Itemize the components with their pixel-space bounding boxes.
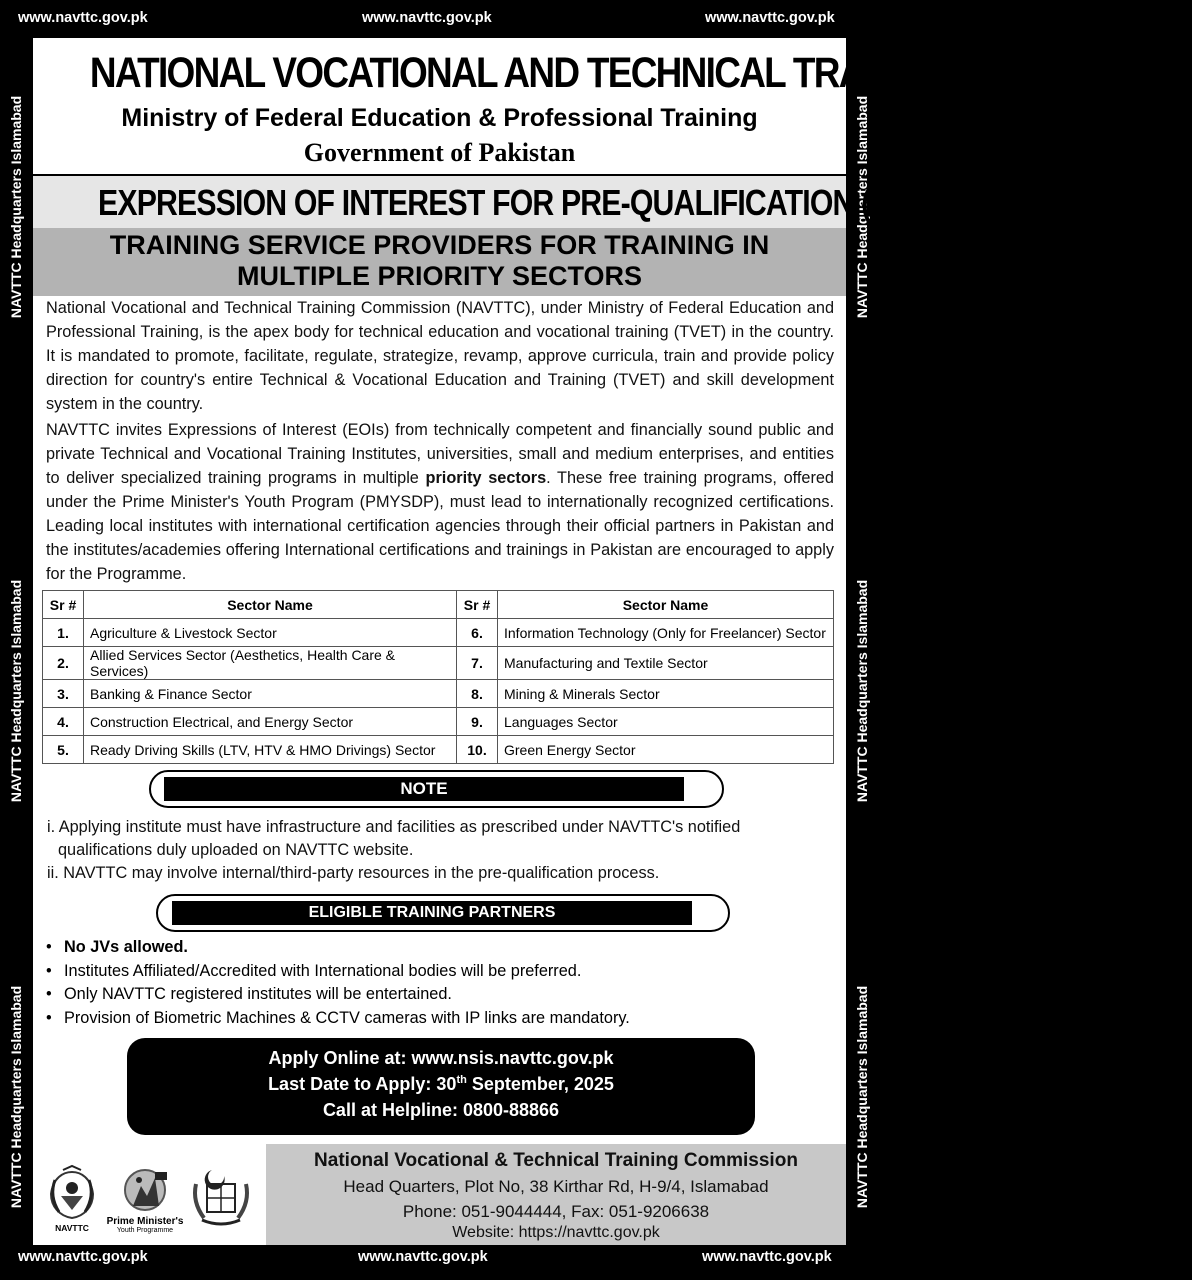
invitation-text-end: . These free training programs, offered under the Prime Minister's Youth Program (PMYSDP), must lead to internationally recognized certifications. Leading local institutes with international certification agencies through their official partners in Pakistan and the institutes/academies offering International certifications and trainings in Pakistan are encouraged to apply for the Programme. (46, 469, 834, 583)
navttc-logo-caption: NAVTTC (55, 1223, 89, 1233)
commission-title: NATIONAL VOCATIONAL AND TECHNICAL TRAINING COMMISSION (89, 49, 1192, 97)
note-heading: NOTE (164, 777, 684, 801)
url-bottom-left[interactable]: www.navttc.gov.pk (18, 1249, 148, 1265)
side-text-left-top: NAVTTC Headquarters Islamabad (8, 95, 24, 319)
sr-cell: 9. (457, 708, 498, 736)
bullet-icon: • (46, 1008, 52, 1027)
ministry-name: Ministry of Federal Education & Professional Training (121, 104, 758, 132)
side-text-right-bottom: NAVTTC Headquarters Islamabad (854, 985, 870, 1209)
eligible-heading-pill (156, 894, 730, 932)
eligible-heading: ELIGIBLE TRAINING PARTNERS (172, 901, 692, 925)
sector-cell: Agriculture & Livestock Sector (84, 619, 457, 647)
eligibility-text: No JVs allowed. (64, 938, 188, 956)
sector-cell: Manufacturing and Textile Sector (498, 647, 834, 680)
eligibility-text: Only NAVTTC registered institutes will be entertained. (64, 985, 452, 1003)
footer-website[interactable]: Website: https://navttc.gov.pk (452, 1224, 660, 1241)
table-row (43, 708, 834, 736)
table-row (43, 619, 834, 647)
url-top-right[interactable]: www.navttc.gov.pk (705, 10, 835, 26)
pm-youth-programme-logo-icon (115, 1166, 175, 1218)
side-text-left-middle: NAVTTC Headquarters Islamabad (8, 579, 24, 803)
government-name: Government of Pakistan (303, 138, 576, 167)
intro-paragraph: National Vocational and Technical Training Commission (NAVTTC), under Ministry of Federal Education and Professional Training, is the apex body for technical education and vocational training (TVET) in the country. It is mandated to promote, facilitate, regulate, strategize, revamp, approve curricula, train and provide policy direction for country's entire Technical & Vocational Education and Training (TVET) and skill development system in the country. (46, 299, 834, 413)
sr-cell: 6. (457, 619, 498, 647)
sector-cell: Languages Sector (498, 708, 834, 736)
footer-phone: Phone: 051-9044444, Fax: 051-9206638 (402, 1202, 710, 1221)
sr-cell: 10. (457, 736, 498, 764)
url-bottom-center[interactable]: www.navttc.gov.pk (358, 1249, 488, 1265)
sr-cell: 1. (43, 619, 84, 647)
sectors-table (42, 590, 834, 764)
last-date (127, 1074, 755, 1095)
helpline: Call at Helpline: 0800-88866 (322, 1100, 560, 1120)
sector-cell: Information Technology (Only for Freelancer) Sector (498, 619, 834, 647)
header-sr: Sr # (457, 591, 498, 619)
last-date-month: September, 2025 (466, 1074, 614, 1094)
eligibility-text: Provision of Biometric Machines & CCTV cameras with IP links are mandatory. (64, 1008, 630, 1027)
pm-logo-caption-1: Prime Minister's (106, 1216, 184, 1227)
sector-cell: Mining & Minerals Sector (498, 680, 834, 708)
note-item-1-line-2: qualifications duly uploaded on NAVTTC website. (58, 841, 414, 859)
apply-box (127, 1038, 755, 1135)
sector-cell: Construction Electrical, and Energy Sector (84, 708, 457, 736)
bullet-icon: • (46, 938, 52, 956)
side-text-left-bottom: NAVTTC Headquarters Islamabad (8, 985, 24, 1209)
list-item (46, 1007, 630, 1031)
sector-cell: Green Energy Sector (498, 736, 834, 764)
sr-cell: 4. (43, 708, 84, 736)
footer-contact (266, 1144, 846, 1245)
table-row (43, 680, 834, 708)
url-bottom-right[interactable]: www.navttc.gov.pk (702, 1249, 832, 1265)
sector-cell: Allied Services Sector (Aesthetics, Health Care & Services) (84, 647, 457, 680)
eoi-title: EXPRESSION OF INTEREST FOR PRE-QUALIFICATION (PMYSDP BATCH-III) (98, 182, 1141, 223)
last-date-prefix: Last Date to Apply: 30 (268, 1074, 457, 1094)
eligibility-text: Institutes Affiliated/Accredited with International bodies will be preferred. (64, 961, 582, 980)
government-emblem-icon (190, 1162, 252, 1230)
header-sector-name: Sector Name (498, 591, 834, 619)
bullet-icon: • (46, 985, 52, 1003)
list-item (46, 983, 630, 1007)
invitation-paragraph (46, 418, 834, 586)
navttc-logo-icon (43, 1166, 101, 1221)
side-text-right-top: NAVTTC Headquarters Islamabad (854, 95, 870, 319)
sr-cell: 5. (43, 736, 84, 764)
sr-cell: 8. (457, 680, 498, 708)
sr-cell: 3. (43, 680, 84, 708)
subtitle-line1: TRAINING SERVICE PROVIDERS FOR TRAINING IN (109, 230, 770, 260)
table-header-row (43, 591, 834, 619)
priority-sectors-bold: priority sectors (425, 469, 547, 487)
sector-cell: Banking & Finance Sector (84, 680, 457, 708)
pm-logo-caption-2: Youth Programme (116, 1227, 174, 1234)
header-sr: Sr # (43, 591, 84, 619)
subtitle-banner (33, 228, 846, 296)
apply-online-link[interactable]: Apply Online at: www.nsis.navttc.gov.pk (268, 1048, 614, 1068)
bullet-icon: • (46, 961, 52, 980)
side-text-right-middle: NAVTTC Headquarters Islamabad (854, 579, 870, 803)
footer-address: Head Quarters, Plot No, 38 Kirthar Rd, H-9/4, Islamabad (343, 1177, 769, 1196)
url-top-center[interactable]: www.navttc.gov.pk (362, 10, 492, 26)
header-sector-name: Sector Name (84, 591, 457, 619)
url-top-left[interactable]: www.navttc.gov.pk (18, 10, 148, 26)
sr-cell: 2. (43, 647, 84, 680)
sr-cell: 7. (457, 647, 498, 680)
note-heading-pill (149, 770, 724, 808)
invitation-text-start: NAVTTC invites Expressions of Interest (EOIs) from technically competent and financially sound public and private Technical and Vocational Training Institutes, universities, small and medium enterprises, and entities to deliver specialized training programs in multiple (46, 421, 834, 487)
sector-cell: Ready Driving Skills (LTV, HTV & HMO Drivings) Sector (84, 736, 457, 764)
table-row (43, 736, 834, 764)
last-date-suffix-th: th (456, 1074, 467, 1086)
subtitle-line2: MULTIPLE PRIORITY SECTORS (236, 261, 643, 291)
list-item (46, 936, 630, 960)
note-item-2: ii. NAVTTC may involve internal/third-party resources in the pre-qualification process. (47, 864, 660, 882)
eligibility-list (46, 936, 630, 1030)
note-item-1-line-1: i. Applying institute must have infrastructure and facilities as prescribed under NAVTTC's notified (47, 818, 741, 836)
list-item (46, 960, 630, 984)
eoi-banner (33, 174, 1141, 230)
footer-org-name: National Vocational & Technical Training Commission (314, 1150, 798, 1171)
table-row (43, 647, 834, 680)
